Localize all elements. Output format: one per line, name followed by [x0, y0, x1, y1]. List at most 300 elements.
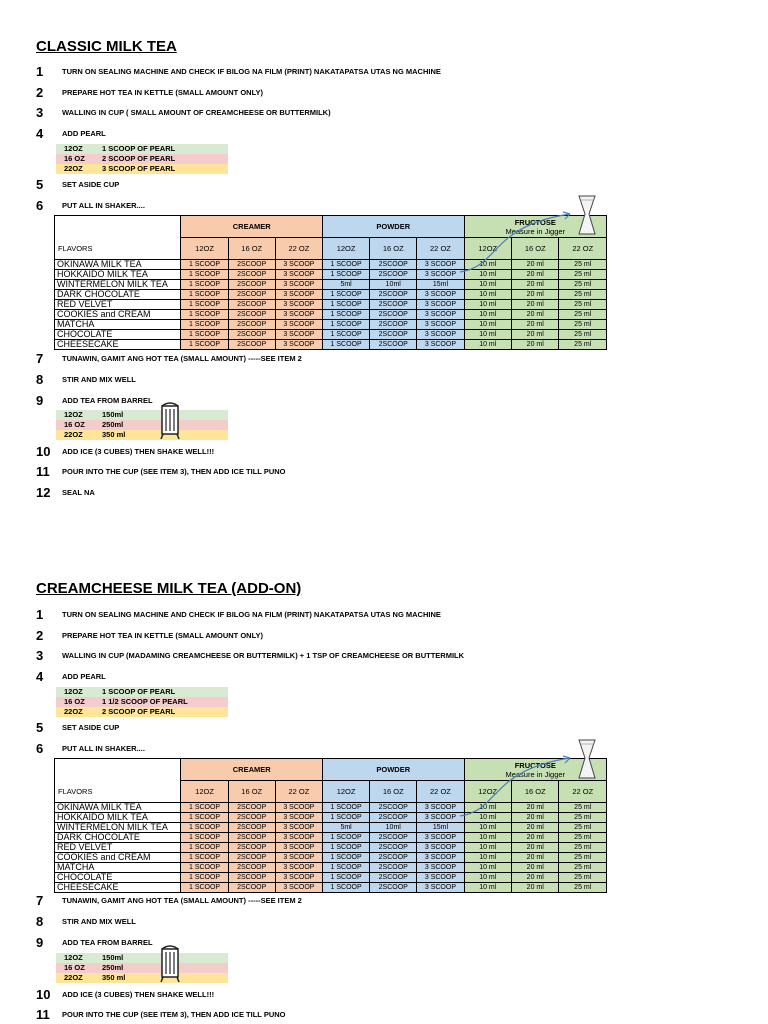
- creamer-cell: 2SCOOP: [228, 863, 275, 873]
- flavor-cell: RED VELVET: [55, 300, 181, 310]
- step-8: [36, 913, 136, 929]
- powder-cell: 3 SCOOP: [417, 863, 464, 873]
- creamer-cell: 2SCOOP: [228, 873, 275, 883]
- step-number: 11: [36, 1006, 50, 1022]
- powder-cell: 1 SCOOP: [323, 843, 370, 853]
- powder-size-header: 22 OZ: [417, 238, 464, 260]
- powder-cell: 15ml: [417, 280, 464, 290]
- fructose-cell: 10 ml: [464, 873, 511, 883]
- step-text: TURN ON SEALING MACHINE AND CHECK IF BILOG NA FILM (PRINT) NAKATAPATSA UTAS NG MACHINE: [62, 609, 441, 619]
- amount-cell: 1 SCOOP OF PEARL: [102, 144, 176, 153]
- powder-cell: 5ml: [323, 823, 370, 833]
- barrel-row: [56, 953, 228, 963]
- creamer-cell: 2SCOOP: [228, 290, 275, 300]
- pearl-row: [56, 687, 228, 697]
- step-number: 6: [36, 197, 44, 213]
- powder-cell: 1 SCOOP: [323, 330, 370, 340]
- amount-cell: 150ml: [102, 410, 124, 419]
- creamer-cell: 3 SCOOP: [275, 330, 322, 340]
- pearl-row: [56, 164, 228, 174]
- step-number: 9: [36, 392, 44, 408]
- size-cell: 22OZ: [64, 973, 83, 982]
- curved-arrow-icon: [440, 206, 580, 276]
- flavors-header-spacer: [55, 759, 181, 781]
- step-3: [36, 647, 464, 663]
- amount-cell: 350 ml: [102, 973, 126, 982]
- creamer-cell: 1 SCOOP: [181, 873, 228, 883]
- creamer-cell: 3 SCOOP: [275, 340, 322, 350]
- powder-cell: 3 SCOOP: [417, 300, 464, 310]
- powder-size-header: 12OZ: [323, 781, 370, 803]
- creamer-cell: 1 SCOOP: [181, 280, 228, 290]
- step-text: ADD TEA FROM BARREL: [62, 395, 153, 405]
- step-text: ADD ICE (3 CUBES) THEN SHAKE WELL!!!: [62, 989, 215, 999]
- barrel-row: [56, 420, 228, 430]
- step-number: 7: [36, 350, 44, 366]
- powder-cell: 3 SCOOP: [417, 330, 464, 340]
- step-text: ADD TEA FROM BARREL: [62, 937, 153, 947]
- fructose-cell: 10 ml: [464, 340, 511, 350]
- fructose-cell: 20 ml: [512, 843, 559, 853]
- step-4: [36, 125, 106, 141]
- powder-cell: 2SCOOP: [370, 260, 417, 270]
- step-1: [36, 63, 441, 79]
- creamer-cell: 1 SCOOP: [181, 833, 228, 843]
- fructose-cell: 20 ml: [512, 310, 559, 320]
- creamer-cell: 2SCOOP: [228, 340, 275, 350]
- size-cell: 22OZ: [64, 707, 83, 716]
- flavor-cell: RED VELVET: [55, 843, 181, 853]
- powder-cell: 2SCOOP: [370, 853, 417, 863]
- powder-cell: 1 SCOOP: [323, 873, 370, 883]
- fructose-size-header: 16 OZ: [512, 781, 559, 803]
- step-7: [36, 892, 302, 908]
- fructose-cell: 20 ml: [512, 853, 559, 863]
- pearl-table: [56, 687, 228, 717]
- step-text: SET ASIDE CUP: [62, 179, 120, 189]
- table-row: [55, 280, 607, 290]
- size-cell: 12OZ: [64, 410, 83, 419]
- fructose-cell: 25 ml: [559, 340, 607, 350]
- table-row: [55, 843, 607, 853]
- step-number: 2: [36, 627, 44, 643]
- section-title: CREAMCHEESE MILK TEA (ADD-ON): [36, 580, 302, 597]
- powder-cell: 3 SCOOP: [417, 833, 464, 843]
- powder-size-header: 12OZ: [323, 238, 370, 260]
- fructose-cell: 10 ml: [464, 823, 511, 833]
- amount-cell: 250ml: [102, 963, 124, 972]
- creamer-cell: 1 SCOOP: [181, 270, 228, 280]
- table-row: [55, 300, 607, 310]
- fructose-cell: 20 ml: [512, 290, 559, 300]
- powder-cell: 3 SCOOP: [417, 260, 464, 270]
- step-text: PREPARE HOT TEA IN KETTLE (SMALL AMOUNT ONLY): [62, 87, 263, 97]
- step-1: [36, 606, 441, 622]
- step-text: WALLING IN CUP ( SMALL AMOUNT OF CREAMCHEESE OR BUTTERMILK): [62, 107, 331, 117]
- amount-cell: 2 SCOOP OF PEARL: [102, 707, 176, 716]
- size-cell: 22OZ: [64, 430, 83, 439]
- creamer-cell: 1 SCOOP: [181, 853, 228, 863]
- table-row: [55, 863, 607, 873]
- fructose-cell: 10 ml: [464, 270, 511, 280]
- creamer-cell: 1 SCOOP: [181, 340, 228, 350]
- barrel-table: [56, 410, 228, 440]
- creamer-size-header: 12OZ: [181, 238, 228, 260]
- creamer-cell: 2SCOOP: [228, 823, 275, 833]
- step-text: ADD PEARL: [62, 128, 106, 138]
- creamer-cell: 1 SCOOP: [181, 300, 228, 310]
- powder-cell: 3 SCOOP: [417, 320, 464, 330]
- creamer-cell: 3 SCOOP: [275, 843, 322, 853]
- creamer-cell: 2SCOOP: [228, 803, 275, 813]
- barrel-row: [56, 430, 228, 440]
- amount-cell: 250ml: [102, 420, 124, 429]
- amount-cell: 350 ml: [102, 430, 126, 439]
- step-text: ADD PEARL: [62, 671, 106, 681]
- creamer-cell: 1 SCOOP: [181, 813, 228, 823]
- powder-cell: 2SCOOP: [370, 883, 417, 893]
- powder-size-header: 16 OZ: [370, 238, 417, 260]
- powder-cell: 2SCOOP: [370, 340, 417, 350]
- flavors-header: FLAVORS: [55, 781, 181, 803]
- flavor-cell: OKINAWA MILK TEA: [55, 803, 181, 813]
- step-text: PREPARE HOT TEA IN KETTLE (SMALL AMOUNT ONLY): [62, 630, 263, 640]
- creamer-size-header: 12OZ: [181, 781, 228, 803]
- flavor-cell: CHEESECAKE: [55, 883, 181, 893]
- powder-cell: 1 SCOOP: [323, 863, 370, 873]
- creamer-cell: 3 SCOOP: [275, 833, 322, 843]
- amount-cell: 3 SCOOP OF PEARL: [102, 164, 176, 173]
- fructose-label: FRUCTOSE: [514, 760, 556, 770]
- barrel-row: [56, 410, 228, 420]
- powder-cell: 10ml: [370, 280, 417, 290]
- pearl-table: [56, 144, 228, 174]
- fructose-size-header: 22 OZ: [559, 781, 607, 803]
- fructose-cell: 25 ml: [559, 813, 607, 823]
- pearl-row: [56, 697, 228, 707]
- fructose-size-header: 12OZ: [464, 781, 511, 803]
- step-6: [36, 197, 145, 213]
- creamer-size-header: 16 OZ: [228, 781, 275, 803]
- table-row: [55, 833, 607, 843]
- creamer-cell: 2SCOOP: [228, 320, 275, 330]
- powder-cell: 2SCOOP: [370, 270, 417, 280]
- creamer-cell: 3 SCOOP: [275, 823, 322, 833]
- powder-cell: 3 SCOOP: [417, 310, 464, 320]
- fructose-cell: 20 ml: [512, 270, 559, 280]
- creamer-cell: 2SCOOP: [228, 330, 275, 340]
- step-text: POUR INTO THE CUP (SEE ITEM 3), THEN ADD ICE TILL PUNO: [62, 466, 286, 476]
- creamer-cell: 3 SCOOP: [275, 873, 322, 883]
- fructose-cell: 10 ml: [464, 280, 511, 290]
- creamer-cell: 2SCOOP: [228, 853, 275, 863]
- barrel-row: [56, 973, 228, 983]
- powder-cell: 1 SCOOP: [323, 803, 370, 813]
- powder-cell: 3 SCOOP: [417, 873, 464, 883]
- flavor-cell: WINTERMELON MILK TEA: [55, 823, 181, 833]
- creamer-cell: 3 SCOOP: [275, 260, 322, 270]
- amount-cell: 2 SCOOP OF PEARL: [102, 154, 176, 163]
- fructose-sublabel: Measure in Jigger: [505, 226, 566, 236]
- tea-barrel-icon: [158, 943, 182, 983]
- fructose-cell: 20 ml: [512, 863, 559, 873]
- section-title: CLASSIC MILK TEA: [36, 38, 177, 55]
- flavor-cell: WINTERMELON MILK TEA: [55, 280, 181, 290]
- creamer-cell: 3 SCOOP: [275, 300, 322, 310]
- creamer-cell: 2SCOOP: [228, 300, 275, 310]
- fructose-cell: 20 ml: [512, 340, 559, 350]
- powder-cell: 2SCOOP: [370, 833, 417, 843]
- step-text: TUNAWIN, GAMIT ANG HOT TEA (SMALL AMOUNT) -----SEE ITEM 2: [62, 353, 302, 363]
- fructose-cell: 25 ml: [559, 823, 607, 833]
- table-row: [55, 873, 607, 883]
- powder-cell: 2SCOOP: [370, 863, 417, 873]
- step-text: POUR INTO THE CUP (SEE ITEM 3), THEN ADD ICE TILL PUNO: [62, 1009, 286, 1019]
- step-4: [36, 668, 106, 684]
- flavor-cell: CHOCOLATE: [55, 330, 181, 340]
- step-5: [36, 719, 119, 735]
- step-text: STIR AND MIX WELL: [62, 374, 136, 384]
- powder-cell: 2SCOOP: [370, 843, 417, 853]
- amount-cell: 1 1/2 SCOOP OF PEARL: [102, 697, 188, 706]
- powder-cell: 1 SCOOP: [323, 300, 370, 310]
- fructose-size-header: 12OZ: [464, 238, 511, 260]
- powder-cell: 1 SCOOP: [323, 260, 370, 270]
- flavor-cell: MATCHA: [55, 320, 181, 330]
- step-number: 5: [36, 176, 44, 192]
- fructose-cell: 20 ml: [512, 813, 559, 823]
- barrel-table: [56, 953, 228, 983]
- step-number: 3: [36, 647, 44, 663]
- powder-cell: 3 SCOOP: [417, 843, 464, 853]
- creamer-cell: 3 SCOOP: [275, 320, 322, 330]
- step-text: TURN ON SEALING MACHINE AND CHECK IF BILOG NA FILM (PRINT) NAKATAPATSA UTAS NG MACHINE: [62, 66, 441, 76]
- powder-size-header: 22 OZ: [417, 781, 464, 803]
- creamer-cell: 2SCOOP: [228, 260, 275, 270]
- fructose-cell: 10 ml: [464, 843, 511, 853]
- fructose-cell: 25 ml: [559, 270, 607, 280]
- table-row: [55, 883, 607, 893]
- flavors-header-spacer: [55, 216, 181, 238]
- powder-cell: 2SCOOP: [370, 330, 417, 340]
- powder-cell: 3 SCOOP: [417, 813, 464, 823]
- fructose-cell: 10 ml: [464, 320, 511, 330]
- creamer-cell: 2SCOOP: [228, 280, 275, 290]
- fructose-cell: 25 ml: [559, 260, 607, 270]
- fructose-cell: 20 ml: [512, 873, 559, 883]
- fructose-cell: 10 ml: [464, 803, 511, 813]
- fructose-cell: 25 ml: [559, 320, 607, 330]
- fructose-cell: 25 ml: [559, 330, 607, 340]
- size-cell: 16 OZ: [64, 963, 85, 972]
- fructose-cell: 10 ml: [464, 300, 511, 310]
- creamer-cell: 1 SCOOP: [181, 320, 228, 330]
- powder-cell: 2SCOOP: [370, 320, 417, 330]
- fructose-cell: 20 ml: [512, 803, 559, 813]
- step-5: [36, 176, 119, 192]
- creamer-cell: 2SCOOP: [228, 813, 275, 823]
- creamer-cell: 1 SCOOP: [181, 290, 228, 300]
- flavor-cell: CHOCOLATE: [55, 873, 181, 883]
- creamer-cell: 2SCOOP: [228, 833, 275, 843]
- creamer-cell: 3 SCOOP: [275, 280, 322, 290]
- powder-header: POWDER: [323, 216, 465, 238]
- creamer-cell: 1 SCOOP: [181, 843, 228, 853]
- fructose-cell: 10 ml: [464, 330, 511, 340]
- powder-cell: 2SCOOP: [370, 873, 417, 883]
- flavor-cell: DARK CHOCOLATE: [55, 833, 181, 843]
- creamer-cell: 1 SCOOP: [181, 260, 228, 270]
- table-row: [55, 340, 607, 350]
- fructose-cell: 20 ml: [512, 330, 559, 340]
- powder-cell: 1 SCOOP: [323, 883, 370, 893]
- step-number: 7: [36, 892, 44, 908]
- fructose-cell: 20 ml: [512, 883, 559, 893]
- table-row: [55, 853, 607, 863]
- size-cell: 12OZ: [64, 687, 83, 696]
- creamer-cell: 3 SCOOP: [275, 883, 322, 893]
- table-row: [55, 330, 607, 340]
- creamer-cell: 1 SCOOP: [181, 863, 228, 873]
- table-row: [55, 320, 607, 330]
- size-cell: 12OZ: [64, 144, 83, 153]
- creamer-cell: 1 SCOOP: [181, 310, 228, 320]
- powder-cell: 1 SCOOP: [323, 320, 370, 330]
- creamer-size-header: 22 OZ: [275, 781, 322, 803]
- size-cell: 12OZ: [64, 953, 83, 962]
- fructose-size-header: 16 OZ: [512, 238, 559, 260]
- table-row: [55, 310, 607, 320]
- fructose-cell: 25 ml: [559, 873, 607, 883]
- creamer-size-header: 16 OZ: [228, 238, 275, 260]
- fructose-sublabel: Measure in Jigger: [505, 769, 566, 779]
- step-number: 1: [36, 606, 44, 622]
- step-text: ADD ICE (3 CUBES) THEN SHAKE WELL!!!: [62, 446, 215, 456]
- step-10: [36, 986, 214, 1002]
- powder-cell: 1 SCOOP: [323, 290, 370, 300]
- flavor-cell: COOKIES and CREAM: [55, 853, 181, 863]
- step-3: [36, 104, 331, 120]
- step-number: 10: [36, 443, 51, 459]
- barrel-row: [56, 963, 228, 973]
- step-2: [36, 84, 263, 100]
- fructose-cell: 25 ml: [559, 863, 607, 873]
- fructose-cell: 10 ml: [464, 310, 511, 320]
- powder-cell: 15ml: [417, 823, 464, 833]
- flavor-cell: COOKIES and CREAM: [55, 310, 181, 320]
- pearl-row: [56, 154, 228, 164]
- step-number: 8: [36, 913, 44, 929]
- creamer-cell: 2SCOOP: [228, 270, 275, 280]
- fructose-cell: 20 ml: [512, 260, 559, 270]
- creamer-cell: 2SCOOP: [228, 843, 275, 853]
- step-6: [36, 740, 145, 756]
- flavor-cell: HOKKAIDO MILK TEA: [55, 270, 181, 280]
- pearl-row: [56, 144, 228, 154]
- step-number: 2: [36, 84, 44, 100]
- step-7: [36, 350, 302, 366]
- powder-cell: 10ml: [370, 823, 417, 833]
- step-text: SET ASIDE CUP: [62, 722, 120, 732]
- flavor-cell: OKINAWA MILK TEA: [55, 260, 181, 270]
- tea-barrel-icon: [158, 400, 182, 440]
- step-9: [36, 392, 153, 408]
- powder-cell: 5ml: [323, 280, 370, 290]
- powder-cell: 3 SCOOP: [417, 270, 464, 280]
- fructose-cell: 25 ml: [559, 853, 607, 863]
- fructose-cell: 25 ml: [559, 310, 607, 320]
- powder-cell: 1 SCOOP: [323, 833, 370, 843]
- step-number: 12: [36, 484, 51, 500]
- step-10: [36, 443, 214, 459]
- flavors-header: FLAVORS: [55, 238, 181, 260]
- creamer-cell: 3 SCOOP: [275, 803, 322, 813]
- powder-cell: 3 SCOOP: [417, 290, 464, 300]
- powder-header: POWDER: [323, 759, 465, 781]
- creamer-cell: 3 SCOOP: [275, 290, 322, 300]
- creamer-size-header: 22 OZ: [275, 238, 322, 260]
- fructose-size-header: 22 OZ: [559, 238, 607, 260]
- powder-cell: 1 SCOOP: [323, 853, 370, 863]
- step-8: [36, 371, 136, 387]
- fructose-cell: 25 ml: [559, 803, 607, 813]
- step-text: STIR AND MIX WELL: [62, 916, 136, 926]
- step-number: 5: [36, 719, 44, 735]
- step-text: SEAL NA: [62, 487, 95, 497]
- fructose-cell: 25 ml: [559, 290, 607, 300]
- creamer-cell: 3 SCOOP: [275, 813, 322, 823]
- step-text: PUT ALL IN SHAKER....: [62, 743, 145, 753]
- creamer-cell: 3 SCOOP: [275, 270, 322, 280]
- powder-cell: 3 SCOOP: [417, 340, 464, 350]
- step-number: 6: [36, 740, 44, 756]
- fructose-cell: 10 ml: [464, 863, 511, 873]
- powder-cell: 2SCOOP: [370, 290, 417, 300]
- fructose-cell: 10 ml: [464, 813, 511, 823]
- powder-cell: 1 SCOOP: [323, 310, 370, 320]
- table-row: [55, 290, 607, 300]
- step-number: 9: [36, 934, 44, 950]
- fructose-cell: 10 ml: [464, 290, 511, 300]
- fructose-cell: 10 ml: [464, 260, 511, 270]
- creamer-header: CREAMER: [181, 216, 323, 238]
- fructose-cell: 25 ml: [559, 883, 607, 893]
- amount-cell: 150ml: [102, 953, 124, 962]
- pearl-row: [56, 707, 228, 717]
- fructose-label: FRUCTOSE: [514, 217, 556, 227]
- fructose-cell: 20 ml: [512, 280, 559, 290]
- size-cell: 22OZ: [64, 164, 83, 173]
- amount-cell: 1 SCOOP OF PEARL: [102, 687, 176, 696]
- powder-cell: 3 SCOOP: [417, 803, 464, 813]
- fructose-cell: 20 ml: [512, 300, 559, 310]
- creamer-cell: 2SCOOP: [228, 883, 275, 893]
- fructose-cell: 25 ml: [559, 280, 607, 290]
- fructose-cell: 10 ml: [464, 833, 511, 843]
- powder-cell: 3 SCOOP: [417, 853, 464, 863]
- creamer-cell: 1 SCOOP: [181, 883, 228, 893]
- step-number: 11: [36, 463, 50, 479]
- fructose-cell: 20 ml: [512, 320, 559, 330]
- flavor-cell: DARK CHOCOLATE: [55, 290, 181, 300]
- step-9: [36, 934, 153, 950]
- step-11: [36, 463, 286, 479]
- powder-cell: 2SCOOP: [370, 300, 417, 310]
- creamer-cell: 2SCOOP: [228, 310, 275, 320]
- step-text: TUNAWIN, GAMIT ANG HOT TEA (SMALL AMOUNT) -----SEE ITEM 2: [62, 895, 302, 905]
- step-text: WALLING IN CUP (MADAMING CREAMCHEESE OR BUTTERMILK) + 1 TSP OF CREAMCHEESE OR BUTTERMILK: [62, 650, 465, 660]
- step-number: 1: [36, 63, 44, 79]
